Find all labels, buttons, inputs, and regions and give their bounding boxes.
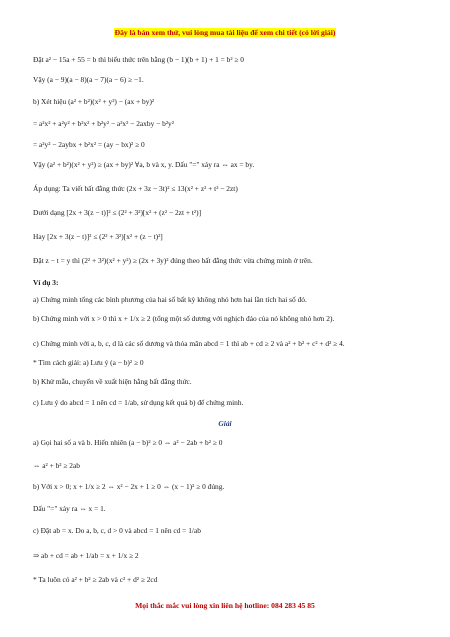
text-line: b) Với x > 0; x + 1/x ≥ 2 ⇔ x² − 2x + 1 ≥ 0 ⇔ (x − 1)² ≥ 0 đúng. bbox=[33, 482, 225, 491]
text-line: Đặt a² − 15a + 55 = b thì biểu thức trên bằng (b − 1)(b + 1) + 1 = b² ≥ 0 bbox=[33, 55, 244, 64]
text-line: = a²y² − 2aybx + b²x² = (ay − bx)² ≥ 0 bbox=[33, 140, 145, 149]
text-line: c) Chứng minh với a, b, c, d là các số dương và thỏa mãn abcd = 1 thì ab + cd ≥ 2 và a² + b² + c² + d² ≥ 4. bbox=[33, 339, 345, 348]
text-line: Dấu "=" xảy ra ⇔ x = 1. bbox=[33, 504, 106, 513]
text-line: * Ta luôn có a² + b² ≥ 2ab và c² + d² ≥ 2cd bbox=[33, 575, 158, 584]
text-line: ⇔ a² + b² ≥ 2ab bbox=[33, 461, 80, 470]
example-heading: Ví dụ 3: bbox=[33, 278, 59, 287]
solution-heading: Giải bbox=[218, 419, 232, 428]
text-line: Dưới dạng [2x + 3(z − t)]² ≤ (2² + 3²)[x² + (z² − 2zt + t²)] bbox=[33, 208, 202, 217]
text-line: * Tìm cách giải: a) Lưu ý (a − b)² ≥ 0 bbox=[33, 358, 144, 367]
text-line: Vậy (a − 9)(a − 8)(a − 7)(a − 6) ≥ −1. bbox=[33, 75, 144, 84]
text-line: Vậy (a² + b²)(x² + y²) ≥ (ax + by)² ∀a, b và x, y. Dấu "=" xảy ra ⇔ ax = by. bbox=[33, 160, 255, 169]
hotline-footer: Mọi thắc mắc vui lòng xin liên hệ hotline: 084 283 45 85 bbox=[135, 601, 315, 610]
text-line: ⇒ ab + cd = ab + 1/ab = x + 1/x ≥ 2 bbox=[33, 551, 139, 560]
text-line: Hay [2x + 3(z − t)]² ≤ (2² + 3²)[x² + (z − t)²] bbox=[33, 232, 163, 241]
text-line: Đặt z − t = y thì (2² + 3²)(x² + y²) ≥ (2x + 3y)² đúng theo bất đẳng thức vừa chứng minh ở trên. bbox=[33, 256, 313, 265]
text-line: Áp dụng: Ta viết bất đẳng thức (2x + 3z − 3t)² ≤ 13(x² + z² + t² − 2zt) bbox=[33, 184, 238, 193]
text-line: c) Đặt ab = x. Do a, b, c, d > 0 và abcd = 1 nên cd = 1/ab bbox=[33, 526, 201, 535]
text-line: a) Gọi hai số a và b. Hiển nhiên (a − b)² ≥ 0 ⇔ a² − 2ab + b² ≥ 0 bbox=[33, 438, 223, 447]
text-line: c) Lưu ý do abcd = 1 nên cd = 1/ab, sử dụng kết quả b) để chứng minh. bbox=[33, 398, 244, 407]
text-line: a) Chứng minh tổng các bình phương của hai số bất kỳ không nhỏ hơn hai lần tích hai số đó. bbox=[33, 295, 307, 304]
text-line: = a²x² + a²y² + b²x² + b²y² − a²x² − 2axby − b²y² bbox=[33, 119, 174, 128]
text-line: b) Xét hiệu (a² + b²)(x² + y²) − (ax + by)² bbox=[33, 97, 155, 106]
preview-notice-banner: Đây là bản xem thử, vui lòng mua tài liệu để xem chi tiết (có lời giải) bbox=[114, 28, 336, 37]
text-line: b) Chứng minh với x > 0 thì x + 1/x ≥ 2 (tổng một số dương với nghịch đảo của nó không nhỏ hơn 2). bbox=[33, 314, 335, 323]
text-line: b) Khử mẫu, chuyển về xuất hiện hằng bất đẳng thức. bbox=[33, 377, 192, 386]
